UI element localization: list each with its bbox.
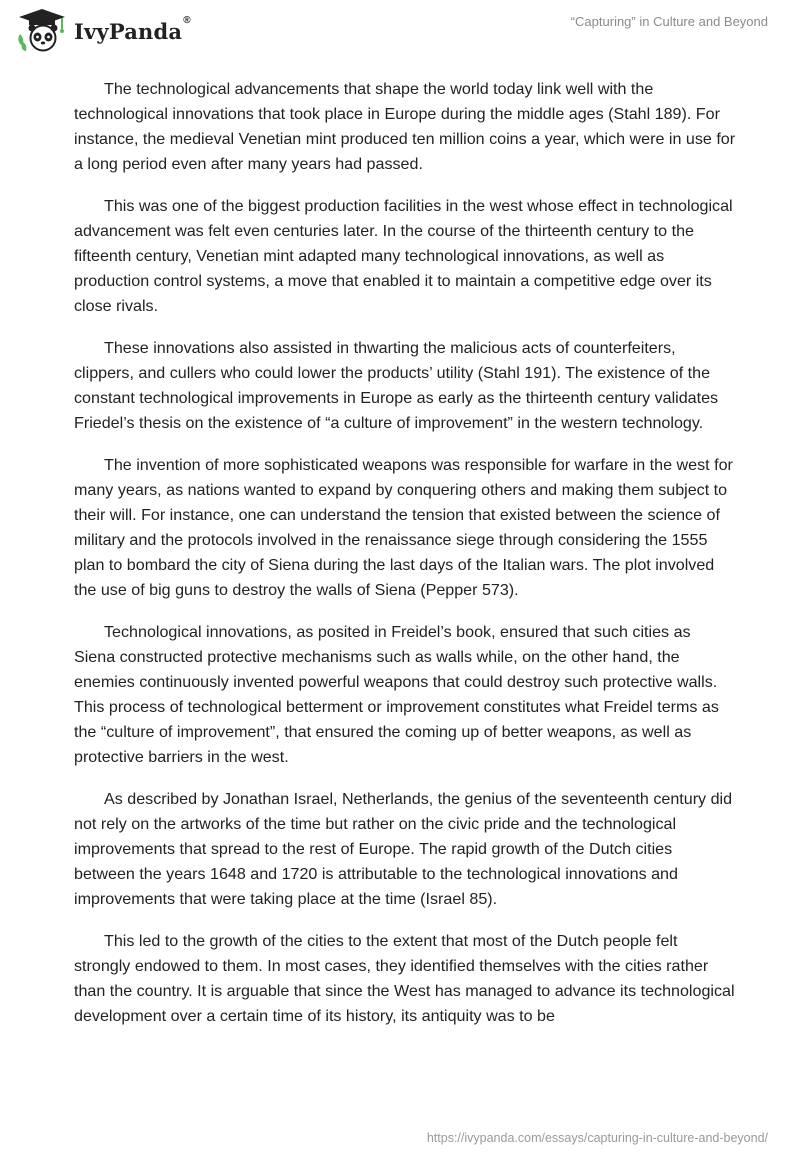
source-url[interactable]: https://ivypanda.com/essays/capturing-in-culture-and-beyond/ — [426, 1131, 768, 1145]
ivypanda-logo[interactable] — [16, 8, 191, 52]
paragraph: These innovations also assisted in thwarting the malicious acts of counterfeiters, clippers, and cullers who could lower the products’ utility (Stahl 191). The existence of the constant technological improvements in Europe as early as the thirteenth century validates Friedel’s thesis on the existence of “a culture of improvement” in the western technology. — [74, 339, 719, 432]
brand-name: IvyPanda® — [74, 14, 191, 44]
essay-body — [74, 77, 736, 1046]
paragraph: The technological advancements that shape the world today link well with the technological innovations that took place in Europe during the middle ages (Stahl 189). For instance, the medieval Venetian mint produced ten million coins a year, which were in use for a long period even after many years had passed. — [74, 80, 736, 173]
page-header — [0, 0, 800, 60]
paragraph: This led to the growth of the cities to the extent that most of the Dutch people felt strongly endowed to them. In most cases, they identified themselves with the cities rather than the country. It is arguable that since the West has managed to advance its technological development over a certain time of its history, its antiquity was to be — [74, 932, 735, 1025]
paragraph: This was one of the biggest production facilities in the west whose effect in technological advancement was felt even centuries later. In the course of the thirteenth century to the fifteenth century, Venetian mint adapted many technological innovations, as well as production control systems, a move that enabled it to maintain a competitive edge over its close rivals. — [74, 197, 733, 315]
registered-mark: ® — [183, 14, 191, 26]
panda-graduate-icon — [16, 8, 68, 52]
paragraph: Technological innovations, as posited in Freidel’s book, ensured that such cities as Siena constructed protective mechanisms such as walls while, on the other hand, the enemies continuously invented powerful weapons that could destroy such protective walls. This process of technological betterment or improvement constitutes what Freidel terms as the “culture of improvement”, that ensured the coming up of better weapons, as well as protective barriers in the west. — [74, 623, 719, 766]
document-title: “Capturing” in Culture and Beyond — [570, 14, 768, 29]
paragraph: As described by Jonathan Israel, Netherlands, the genius of the seventeenth century did not rely on the artworks of the time but rather on the civic pride and the technological improvements that spread to the rest of Europe. The rapid growth of the Dutch cities between the years 1648 and 1720 is attributable to the technological innovations and improvements that were taking place at the time (Israel 85). — [74, 790, 733, 908]
paragraph: The invention of more sophisticated weapons was responsible for warfare in the west for many years, as nations wanted to expand by conquering others and making them subject to their will. For instance, one can understand the tension that existed between the science of military and the protocols involved in the renaissance siege through considering the 1555 plan to bombard the city of Siena during the last days of the Italian wars. The plot involved the use of big guns to destroy the walls of Siena (Pepper 573). — [74, 456, 733, 599]
